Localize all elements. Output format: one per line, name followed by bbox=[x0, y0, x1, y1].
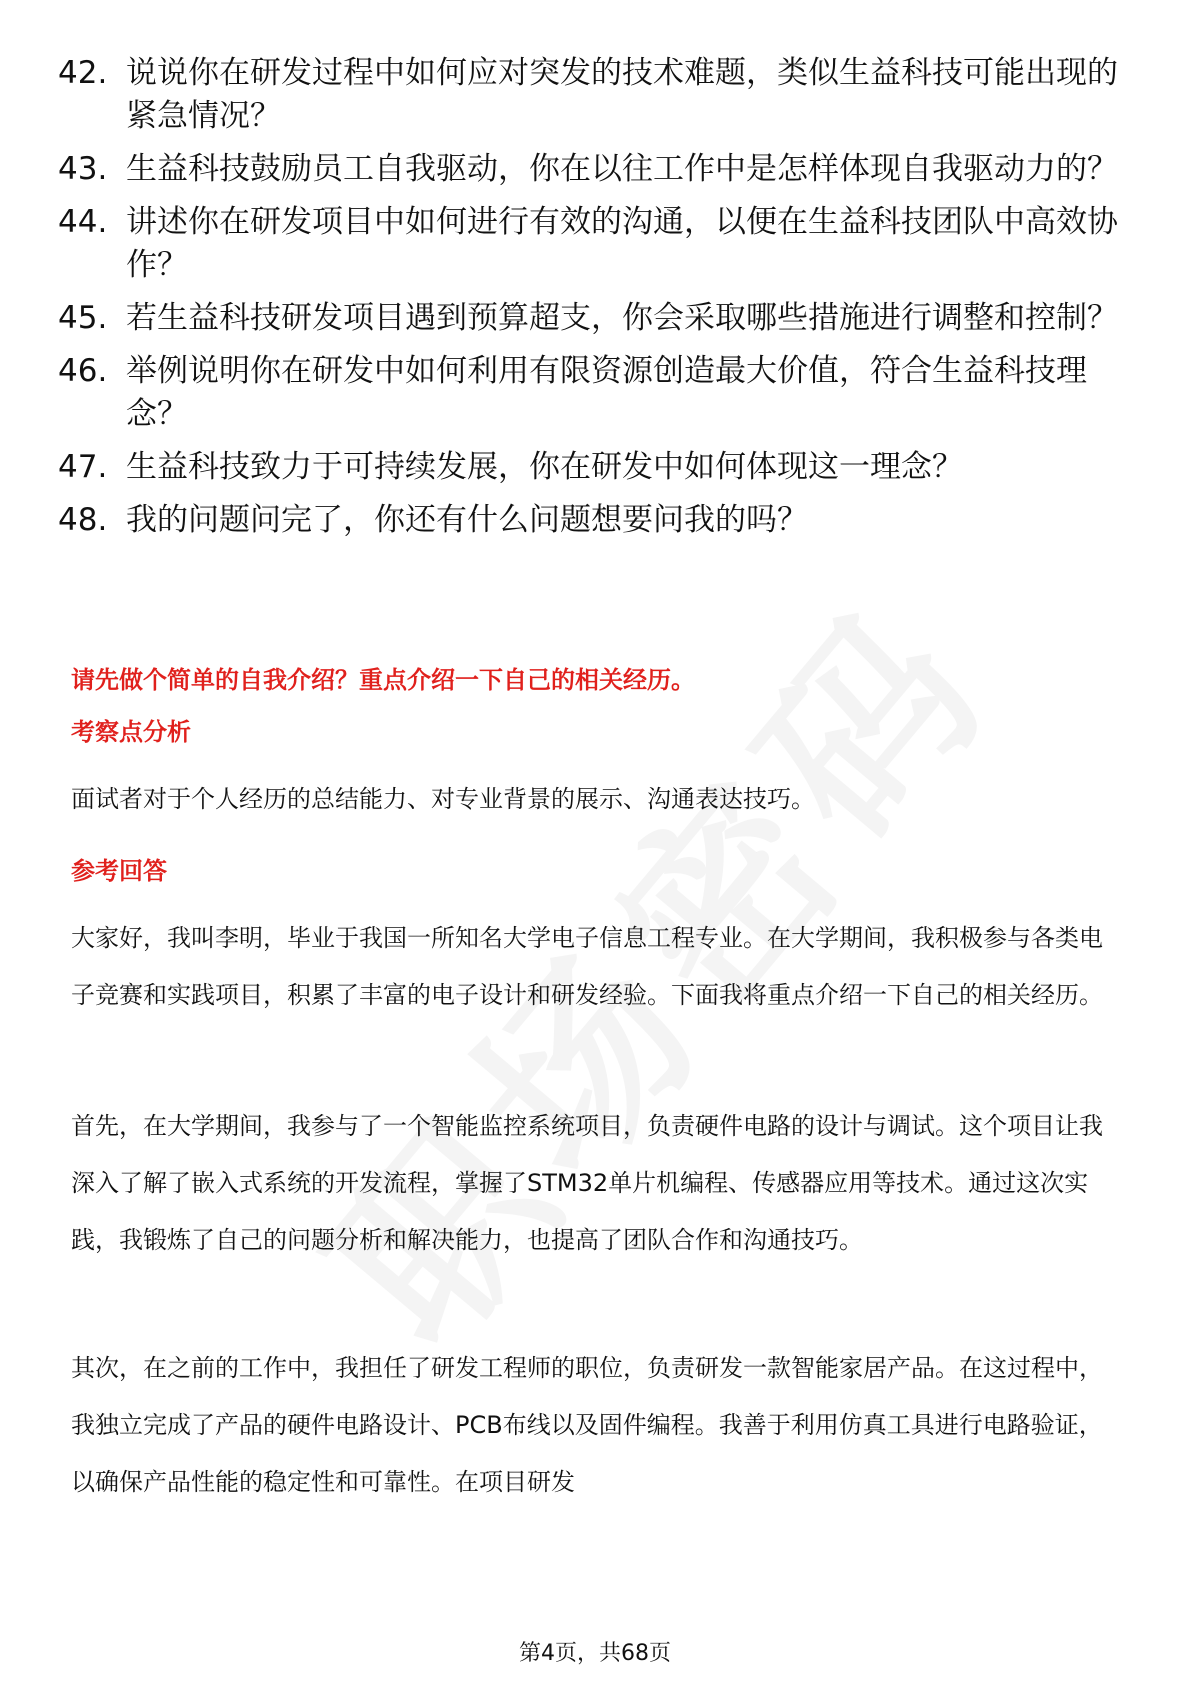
question-text: 说说你在研发过程中如何应对突发的技术难题，类似生益科技可能出现的紧急情况？ bbox=[126, 55, 1118, 134]
question-text: 讲述你在研发项目中如何进行有效的沟通，以便在生益科技团队中高效协作？ bbox=[126, 204, 1118, 283]
question-text: 生益科技鼓励员工自我驱动，你在以往工作中是怎样体现自我驱动力的？ bbox=[126, 151, 1118, 187]
question-item-42 bbox=[58, 52, 1128, 138]
question-title: 请先做个简单的自我介绍？重点介绍一下自己的相关经历。 bbox=[71, 666, 695, 694]
question-item-46 bbox=[58, 350, 1128, 436]
question-item-44 bbox=[58, 201, 1128, 287]
answer-paragraph: 首先，在大学期间，我参与了一个智能监控系统项目，负责硬件电路的设计与调试。这个项目让我深入了解了嵌入式系统的开发流程，掌握了STM32单片机编程、传感器应用等技术。通过这次实践，我锻炼了自己的问题分析和解决能力，也提高了团队合作和沟通技巧。 bbox=[71, 1112, 1103, 1254]
question-text: 举例说明你在研发中如何利用有限资源创造最大价值，符合生益科技理念？ bbox=[126, 353, 1087, 432]
question-number: 42. bbox=[58, 55, 108, 91]
question-item-47 bbox=[58, 446, 1128, 489]
answer-label: 参考回答 bbox=[71, 857, 167, 885]
question-item-45 bbox=[58, 297, 1128, 340]
analysis-text: 面试者对于个人经历的总结能力、对专业背景的展示、沟通表达技巧。 bbox=[71, 785, 815, 813]
answer-paragraph: 大家好，我叫李明，毕业于我国一所知名大学电子信息工程专业。在大学期间，我积极参与各类电子竞赛和实践项目，积累了丰富的电子设计和研发经验。下面我将重点介绍一下自己的相关经历。 bbox=[71, 924, 1103, 1009]
question-number: 46. bbox=[58, 353, 108, 389]
question-item-43 bbox=[58, 148, 1128, 191]
page-footer: 第4页，共68页 bbox=[519, 1641, 671, 1666]
question-text: 若生益科技研发项目遇到预算超支，你会采取哪些措施进行调整和控制？ bbox=[126, 300, 1118, 336]
question-text: 我的问题问完了，你还有什么问题想要问我的吗？ bbox=[126, 502, 808, 538]
question-list bbox=[58, 52, 1128, 552]
question-item-48 bbox=[58, 499, 1128, 542]
question-number: 45. bbox=[58, 300, 108, 336]
question-number: 47. bbox=[58, 449, 108, 485]
question-text: 生益科技致力于可持续发展，你在研发中如何体现这一理念？ bbox=[126, 449, 963, 485]
analysis-label: 考察点分析 bbox=[71, 718, 191, 746]
question-number: 44. bbox=[58, 204, 108, 240]
answer-paragraph: 其次，在之前的工作中，我担任了研发工程师的职位，负责研发一款智能家居产品。在这过程中，我独立完成了产品的硬件电路设计、PCB布线以及固件编程。我善于利用仿真工具进行电路验证，以确保产品性能的稳定性和可靠性。在项目研发 bbox=[71, 1354, 1103, 1496]
question-number: 48. bbox=[58, 502, 108, 538]
question-number: 43. bbox=[58, 151, 108, 187]
